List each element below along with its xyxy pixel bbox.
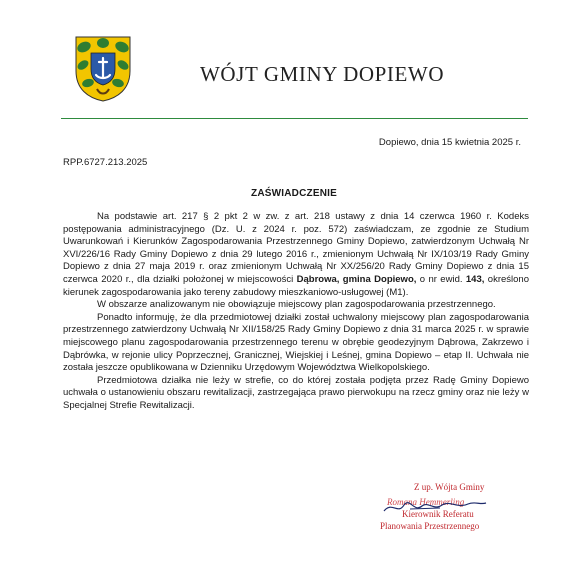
- stamp-line-4: Planowania Przestrzennego: [380, 521, 480, 531]
- p1-location: Dąbrowa, gmina Dopiewo,: [296, 273, 417, 285]
- stamp-line-1: Z up. Wójta Gminy: [414, 482, 485, 492]
- paragraph-3: Ponadto informuję, że dla przedmiotowej działki został uchwalony miejscowy plan zagospodarowania przestrzennego zatwierdzony Uchwałą Nr XII/158/25 Rady Gminy Dopiewo z dnia 31 marca 2025 r. w sprawie miejscowego planu zagospodarowania przestrzennego terenu w obrębie geodezyjnym Dąbrowa, Zakrzewo i Dąbrówka, w rejonie ulicy Poprzecznej, Granicznej, Wiejskiej i Leśnej, gmina Dopiewo – etap II. Uchwała nie została jeszcze opublikowana w Dzienniku Urzędowym Województwa Wielkopolskiego.: [63, 311, 529, 374]
- p1-text-c: określono kierunek zagospodarowania jako tereny zabudowy mieszkaniowo-usługowej (M1).: [63, 273, 529, 298]
- p1-parcel-number: 143,: [465, 273, 485, 285]
- case-number: RPP.6727.213.2025: [63, 157, 148, 168]
- coat-of-arms-icon: [74, 35, 132, 103]
- stamp-line-2: Romana Hemmerling: [387, 497, 465, 507]
- p1-text-a: Na podstawie art. 217 § 2 pkt 2 w zw. z art. 218 ustawy z dnia 14 czerwca 1960 r. Kodeks postępowania administracyjnego (Dz. U. z 2024 r. poz. 572) zaświadczam, ze zgodnie ze Studium Uwarunkowań i Kierunków Zagospodarowania Przestrzennego Gminy Dopiewo, zatwierdzonym Uchwałą Nr XVI/226/16 Rady Gminy Dopiewo z dnia 29 lutego 2016 r., zmienionym Uchwałą Nr IX/103/19 Rady Gminy Dopiewo z dnia 27 maja 2019 r. oraz zmienionym Uchwałą Nr XX/256/20 Rady Gminy Dopiewo z dnia 15 czerwca 2020 r., dla działki położonej w miejscowości: [63, 211, 529, 285]
- paragraph-2: W obszarze analizowanym nie obowiązuje miejscowy plan zagospodarowania przestrzennego.: [97, 299, 496, 311]
- p1-text-b: o nr ewid.: [416, 273, 466, 285]
- handwritten-signature: [380, 493, 490, 519]
- header-divider: [61, 118, 528, 119]
- document-title: ZAŚWIADCZENIE: [251, 188, 337, 199]
- place-date: Dopiewo, dnia 15 kwietnia 2025 r.: [378, 137, 521, 148]
- paragraph-1: [63, 211, 529, 299]
- header-title: WÓJT GMINY DOPIEWO: [200, 62, 445, 86]
- document-body: [63, 211, 529, 413]
- stamp-line-3: Kierownik Referatu: [402, 509, 474, 519]
- paragraph-4: Przedmiotowa działka nie leży w strefie, co do której została podjęta przez Radę Gminy Dopiewo uchwała o ustanowieniu obszaru rewitalizacji, zastrzegająca prawo pierwokupu na rzecz gminy oraz nie leży w Specjalnej Strefie Rewitalizacji.: [63, 374, 529, 411]
